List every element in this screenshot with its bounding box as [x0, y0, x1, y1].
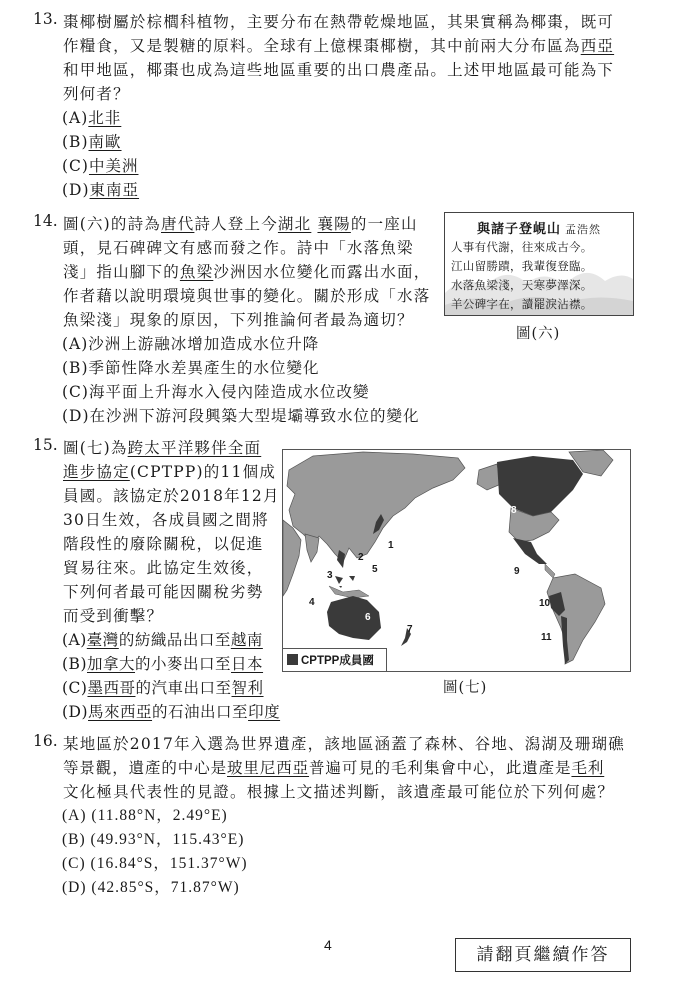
poem-line: 江山留勝蹟，我輩復登臨。: [451, 259, 593, 273]
question-text: 等景觀，遺產的中心是玻里尼西亞普遍可見的毛利集會中心，此遺產是毛利: [63, 759, 605, 777]
australia: [327, 596, 381, 640]
question-text: 某地區於2017年入選為世界遺產，該地區涵蓋了森林、谷地、潟湖及珊瑚礁: [63, 735, 625, 753]
map-label: 2: [358, 552, 364, 563]
map-label: 3: [327, 570, 333, 581]
map-label: 10: [539, 598, 551, 609]
question-text: 作者藉以說明環境與世事的變化。關於形成「水落: [63, 287, 431, 305]
option-d[interactable]: (D)東南亞: [62, 181, 140, 199]
question-number: 14.: [33, 212, 58, 230]
question-text: 進步協定(CPTPP)的11個成: [63, 463, 277, 481]
question-text: 下列何者最可能因關稅劣勢: [63, 583, 264, 601]
question-number: 15.: [33, 436, 58, 454]
question-text: 員國。該協定於2018年12月: [63, 487, 280, 505]
south-america: [547, 574, 605, 664]
map-label: 6: [365, 612, 371, 623]
figure-caption: 圖(七): [443, 680, 488, 696]
map-label: 7: [407, 624, 413, 635]
continue-notice: 請翻頁繼續作答: [455, 938, 631, 972]
option-c[interactable]: (C) (16.84°S，151.37°W): [62, 855, 248, 872]
question-text: 而受到衝擊？: [63, 607, 164, 625]
option-a[interactable]: (A)北非: [62, 109, 122, 127]
question-text: 和甲地區，椰棗也成為這些地區重要的出口農產品。上述甲地區最可能為下: [63, 61, 615, 79]
india-landmass: [305, 534, 319, 562]
canada: [497, 456, 583, 516]
poem-line: 水落魚梁淺，天寒夢澤深。: [451, 278, 593, 292]
question-number: 13.: [33, 10, 58, 28]
option-d[interactable]: (D) (42.85°S，71.87°W): [62, 879, 240, 896]
question-text: 圖(七)為跨太平洋夥伴全面: [63, 439, 262, 457]
question-text: 列何者？: [63, 85, 130, 103]
singapore: [339, 586, 342, 588]
legend-label: CPTPP成員國: [301, 655, 374, 667]
map-label: 4: [309, 597, 315, 608]
question-text: 魚梁淺」現象的原因，下列推論何者最為適切？: [63, 311, 414, 329]
map-label: 8: [511, 505, 517, 516]
question-text: 30日生效，各成員國之間將: [63, 511, 269, 529]
option-b[interactable]: (B)季節性降水差異產生的水位變化: [62, 359, 320, 377]
option-b[interactable]: (B) (49.93°N，115.43°E): [62, 831, 245, 848]
malaysia: [335, 576, 343, 584]
option-a[interactable]: (A)沙洲上游融冰增加造成水位升降: [62, 335, 320, 353]
cptpp-world-map: [282, 449, 631, 672]
figure-caption: 圖(六): [516, 326, 561, 342]
option-d[interactable]: (D)在沙洲下游河段興築大型堤壩導致水位的變化: [62, 407, 420, 425]
option-a[interactable]: (A)臺灣的紡織品出口至越南: [62, 631, 263, 649]
question-text: 階段性的廢除關稅，以促進: [63, 535, 264, 553]
question-text: 作糧食，又是製糖的原料。全球有上億棵棗椰樹，其中前兩大分布區為西亞: [63, 37, 615, 55]
question-text: 文化極具代表性的見證。根據上文描述判斷，該遺產最可能位於下列何處？: [63, 783, 615, 801]
question-number: 16.: [33, 732, 58, 750]
question-text: 圖(六)的詩為唐代詩人登上今湖北 襄陽的一座山: [63, 215, 418, 233]
question-text: 淺」指山腳下的魚梁沙洲因水位變化而露出水面，: [63, 263, 431, 281]
question-text: 頭，見石碑碑文有感而發之作。詩中「水落魚梁: [63, 239, 414, 257]
option-a[interactable]: (A) (11.88°N，2.49°E): [62, 807, 228, 824]
poem-line: 羊公碑字在，讀罷淚沾襟。: [451, 297, 593, 311]
map-legend: [282, 648, 387, 672]
poem-line: 人事有代謝，往來成古今。: [451, 240, 593, 254]
map-label: 1: [388, 540, 394, 551]
poem-title: 與諸子登峴山 孟浩然: [476, 222, 601, 237]
legend-swatch: [287, 654, 298, 665]
map-label: 9: [514, 566, 520, 577]
option-c[interactable]: (C)海平面上升海水入侵內陸造成水位改變: [62, 383, 370, 401]
indonesia: [329, 586, 369, 598]
africa-landmass: [283, 520, 301, 596]
world-map-svg: [283, 450, 630, 671]
page-number: 4: [324, 937, 332, 953]
mexico: [513, 538, 547, 564]
poem-figure: [444, 212, 634, 316]
question-text: 貿易往來。此協定生效後，: [63, 559, 264, 577]
option-d[interactable]: (D)馬來西亞的石油出口至印度: [62, 703, 281, 721]
map-label: 11: [541, 632, 552, 643]
brunei: [349, 576, 355, 581]
option-b[interactable]: (B)加拿大的小麥出口至日本: [62, 655, 264, 673]
central-america: [545, 564, 555, 578]
option-b[interactable]: (B)南歐: [62, 133, 122, 151]
map-label: 5: [372, 564, 378, 575]
option-c[interactable]: (C)墨西哥的汽車出口至智利: [62, 679, 264, 697]
option-c[interactable]: (C)中美洲: [62, 157, 139, 175]
question-text: 棗椰樹屬於棕櫚科植物，主要分布在熱帶乾燥地區，其果實稱為椰棗，既可: [63, 13, 615, 31]
